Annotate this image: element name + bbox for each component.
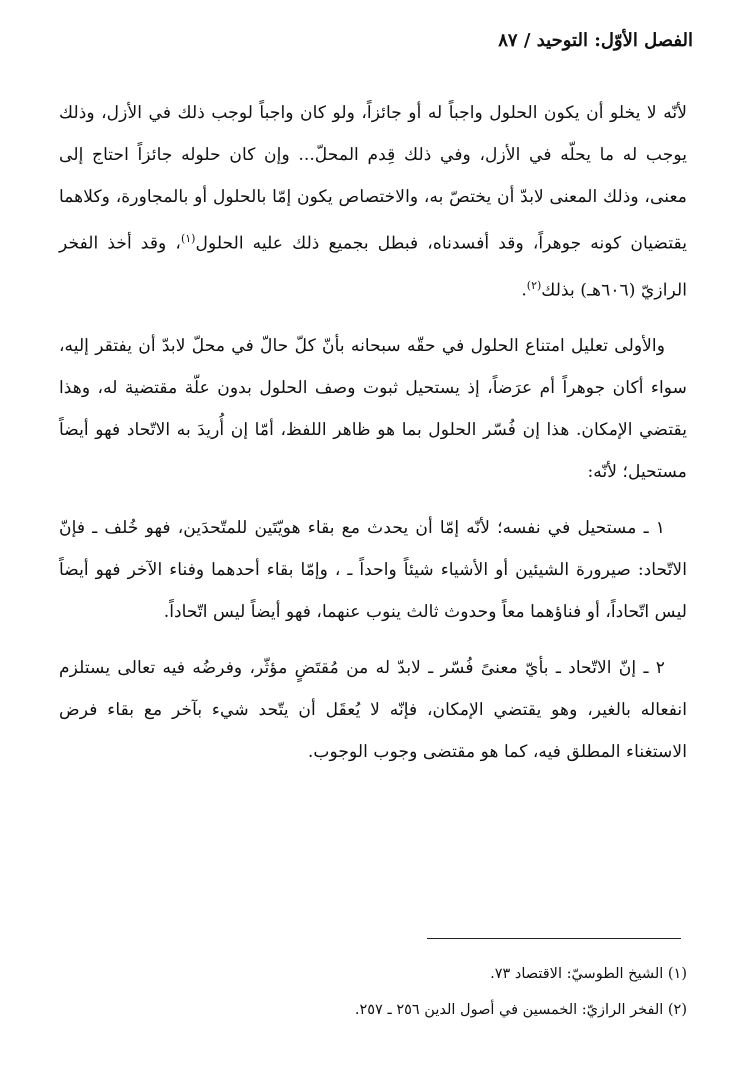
paragraph-1-end: . [521, 280, 527, 301]
paragraph-1-text: لأنّه لا يخلو أن يكون الحلول واجباً له أو جائزاً، ولو كان واجباً لوجب ذلك في الأزل، وذلك يوجب له ما يحلّه في الأزل، وفي ذلك قِدم المحلّ... وإن كان حلوله جائزاً احتاج إلى معنى، وذلك المعنى لابدّ أن يختصّ به، والاختصاص يكون إمّا بالحلول أو بالمجاورة، وكلاهما يقتضيان كونه جوهراً، وقد أفسدناه، فبطل بجميع ذلك عليه الحلول [59, 103, 687, 254]
footnote-separator [427, 938, 681, 939]
paragraph-4: ٢ ـ إنّ الاتّحاد ـ بأيّ معنىً فُسّر ـ لابدّ له من مُقتَضٍ مؤثّر، وفرضُه فيه تعالى يستلزم انفعاله بالغير، وهو يقتضي الإمكان، فإنّه لا يُعقَل أن يتّحد شيء بآخر مع بقاء فرض الاستغناء المطلق فيه، كما هو مقتضى وجوب الوجوب. [59, 658, 687, 763]
main-text [59, 92, 687, 787]
footnote-ref-1[interactable]: (١) [180, 232, 196, 245]
paragraph-2: والأولى تعليل امتناع الحلول في حقّه سبحانه بأنّ كلّ حالّ في محلّ لابدّ أن يفتقر إليه، سواء أكان جوهراً أم عرَضاً، إذ يستحيل ثبوت وصف الحلول بدون علّة مقتضية له، وهذا يقتضي الإمكان. هذا إن فُسّر الحلول بما هو ظاهر اللفظ، أمّا إن أُريدَ به الاتّحاد فهو أيضاً مستحيل؛ لأنّه: [59, 336, 687, 483]
footnotes [59, 956, 687, 1028]
footnote-2: (٢) الفخر الرازيّ: الخمسين في أصول الدين ٢٥٦ ـ ٢٥٧. [354, 1002, 687, 1018]
footnote-ref-2[interactable]: (٢) [526, 278, 542, 292]
footnote-1: (١) الشيخ الطوسيّ: الاقتصاد ٧٣. [490, 966, 687, 982]
paragraph-3: ١ ـ مستحيل في نفسه؛ لأنّه إمّا أن يحدث مع بقاء هويّتَين للمتّحدَين، فهو خُلف ـ فإنّ الاتّحاد: صيرورة الشيئين أو الأشياء شيئاً واحداً ـ ، وإمّا بقاء أحدهما وفناء الآخر فهو أيضاً ليس اتّحاداً، أو فناؤهما معاً وحدوث ثالث ينوب عنهما، فهو أيضاً ليس اتّحاداً. [59, 518, 687, 623]
paragraph-1-middle: ، وقد أخذ الفخر الرازيّ (٦٠٦هـ) بذلك [59, 233, 687, 301]
paragraph-1 [59, 92, 687, 311]
running-header: الفصل الأوّل: التوحيد / ٨٧ [498, 30, 693, 51]
